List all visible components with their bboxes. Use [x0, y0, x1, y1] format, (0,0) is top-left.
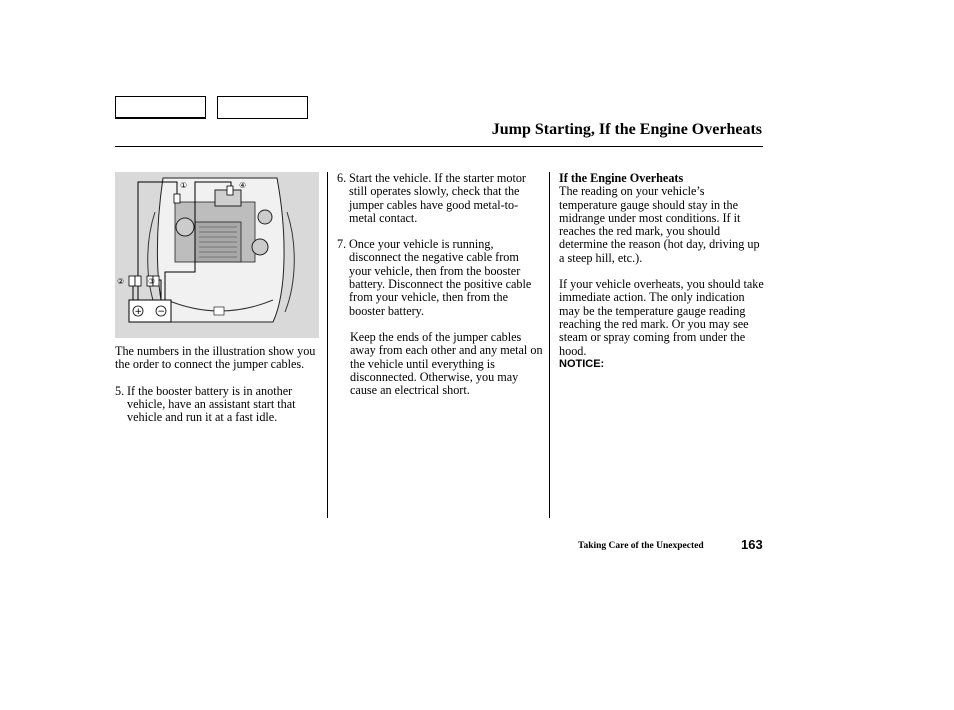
- engine-diagram: [115, 172, 319, 338]
- notice-label: NOTICE:: [559, 357, 605, 370]
- column-divider-2: [549, 172, 550, 518]
- page-number: 163: [741, 537, 763, 552]
- engine-bay-illustration: [115, 172, 319, 338]
- column-3: [559, 172, 764, 371]
- step-7-note: Keep the ends of the jumper cables away from each other and any metal on the vehicle until everything is disconnected. Otherwise, you may cause an electrical short.: [350, 329, 543, 398]
- step-text: Start the vehicle. If the starter motor still operates slowly, check that the jumper cables have good metal-to-metal contact.: [349, 171, 526, 225]
- overheat-paragraph-2: If your vehicle overheats, you should take immediate action. The only indication may be the temperature gauge reading reaching the red mark. Or you may see steam or spray coming from under the hood.: [559, 277, 764, 358]
- overheat-paragraph-1: The reading on your vehicle’s temperature gauge should stay in the midrange under most conditions. If it reaches the red mark, you should determine the reason (hot day, driving up a steep hill, etc.).: [559, 184, 760, 265]
- page-title: Jump Starting, If the Engine Overheats: [491, 121, 762, 138]
- battery-minus-symbol: −: [157, 307, 166, 317]
- illustration-caption: The numbers in the illustration show you the order to connect the jumper cables.: [115, 344, 316, 372]
- column-1: [115, 345, 323, 424]
- nav-tab-2[interactable]: [217, 96, 308, 119]
- callout-4: ④: [239, 181, 247, 190]
- step-text: Once your vehicle is running, disconnect the negative cable from your vehicle, then from the booster battery. Disconnect the positive cable from your vehicle, then from the booster battery.: [349, 237, 532, 318]
- column-divider-1: [327, 172, 328, 518]
- step-number: 6.: [337, 171, 347, 185]
- step-5: [115, 385, 323, 425]
- column-2: [337, 172, 543, 397]
- title-rule: [115, 146, 763, 147]
- step-6: [337, 172, 543, 225]
- step-text: If the booster battery is in another vehicle, have an assistant start that vehicle and run it at a fast idle.: [127, 383, 296, 425]
- battery-plus-symbol: +: [134, 307, 143, 317]
- nav-tab-1[interactable]: [115, 96, 206, 119]
- callout-2: ②: [117, 277, 125, 286]
- callout-3: ③: [148, 277, 156, 286]
- section-heading: If the Engine Overheats: [559, 171, 684, 185]
- callout-1: ①: [180, 181, 188, 190]
- step-7: [337, 238, 543, 318]
- step-number: 5.: [115, 383, 125, 398]
- footer-section-label: Taking Care of the Unexpected: [578, 541, 704, 551]
- step-number: 7.: [337, 237, 347, 252]
